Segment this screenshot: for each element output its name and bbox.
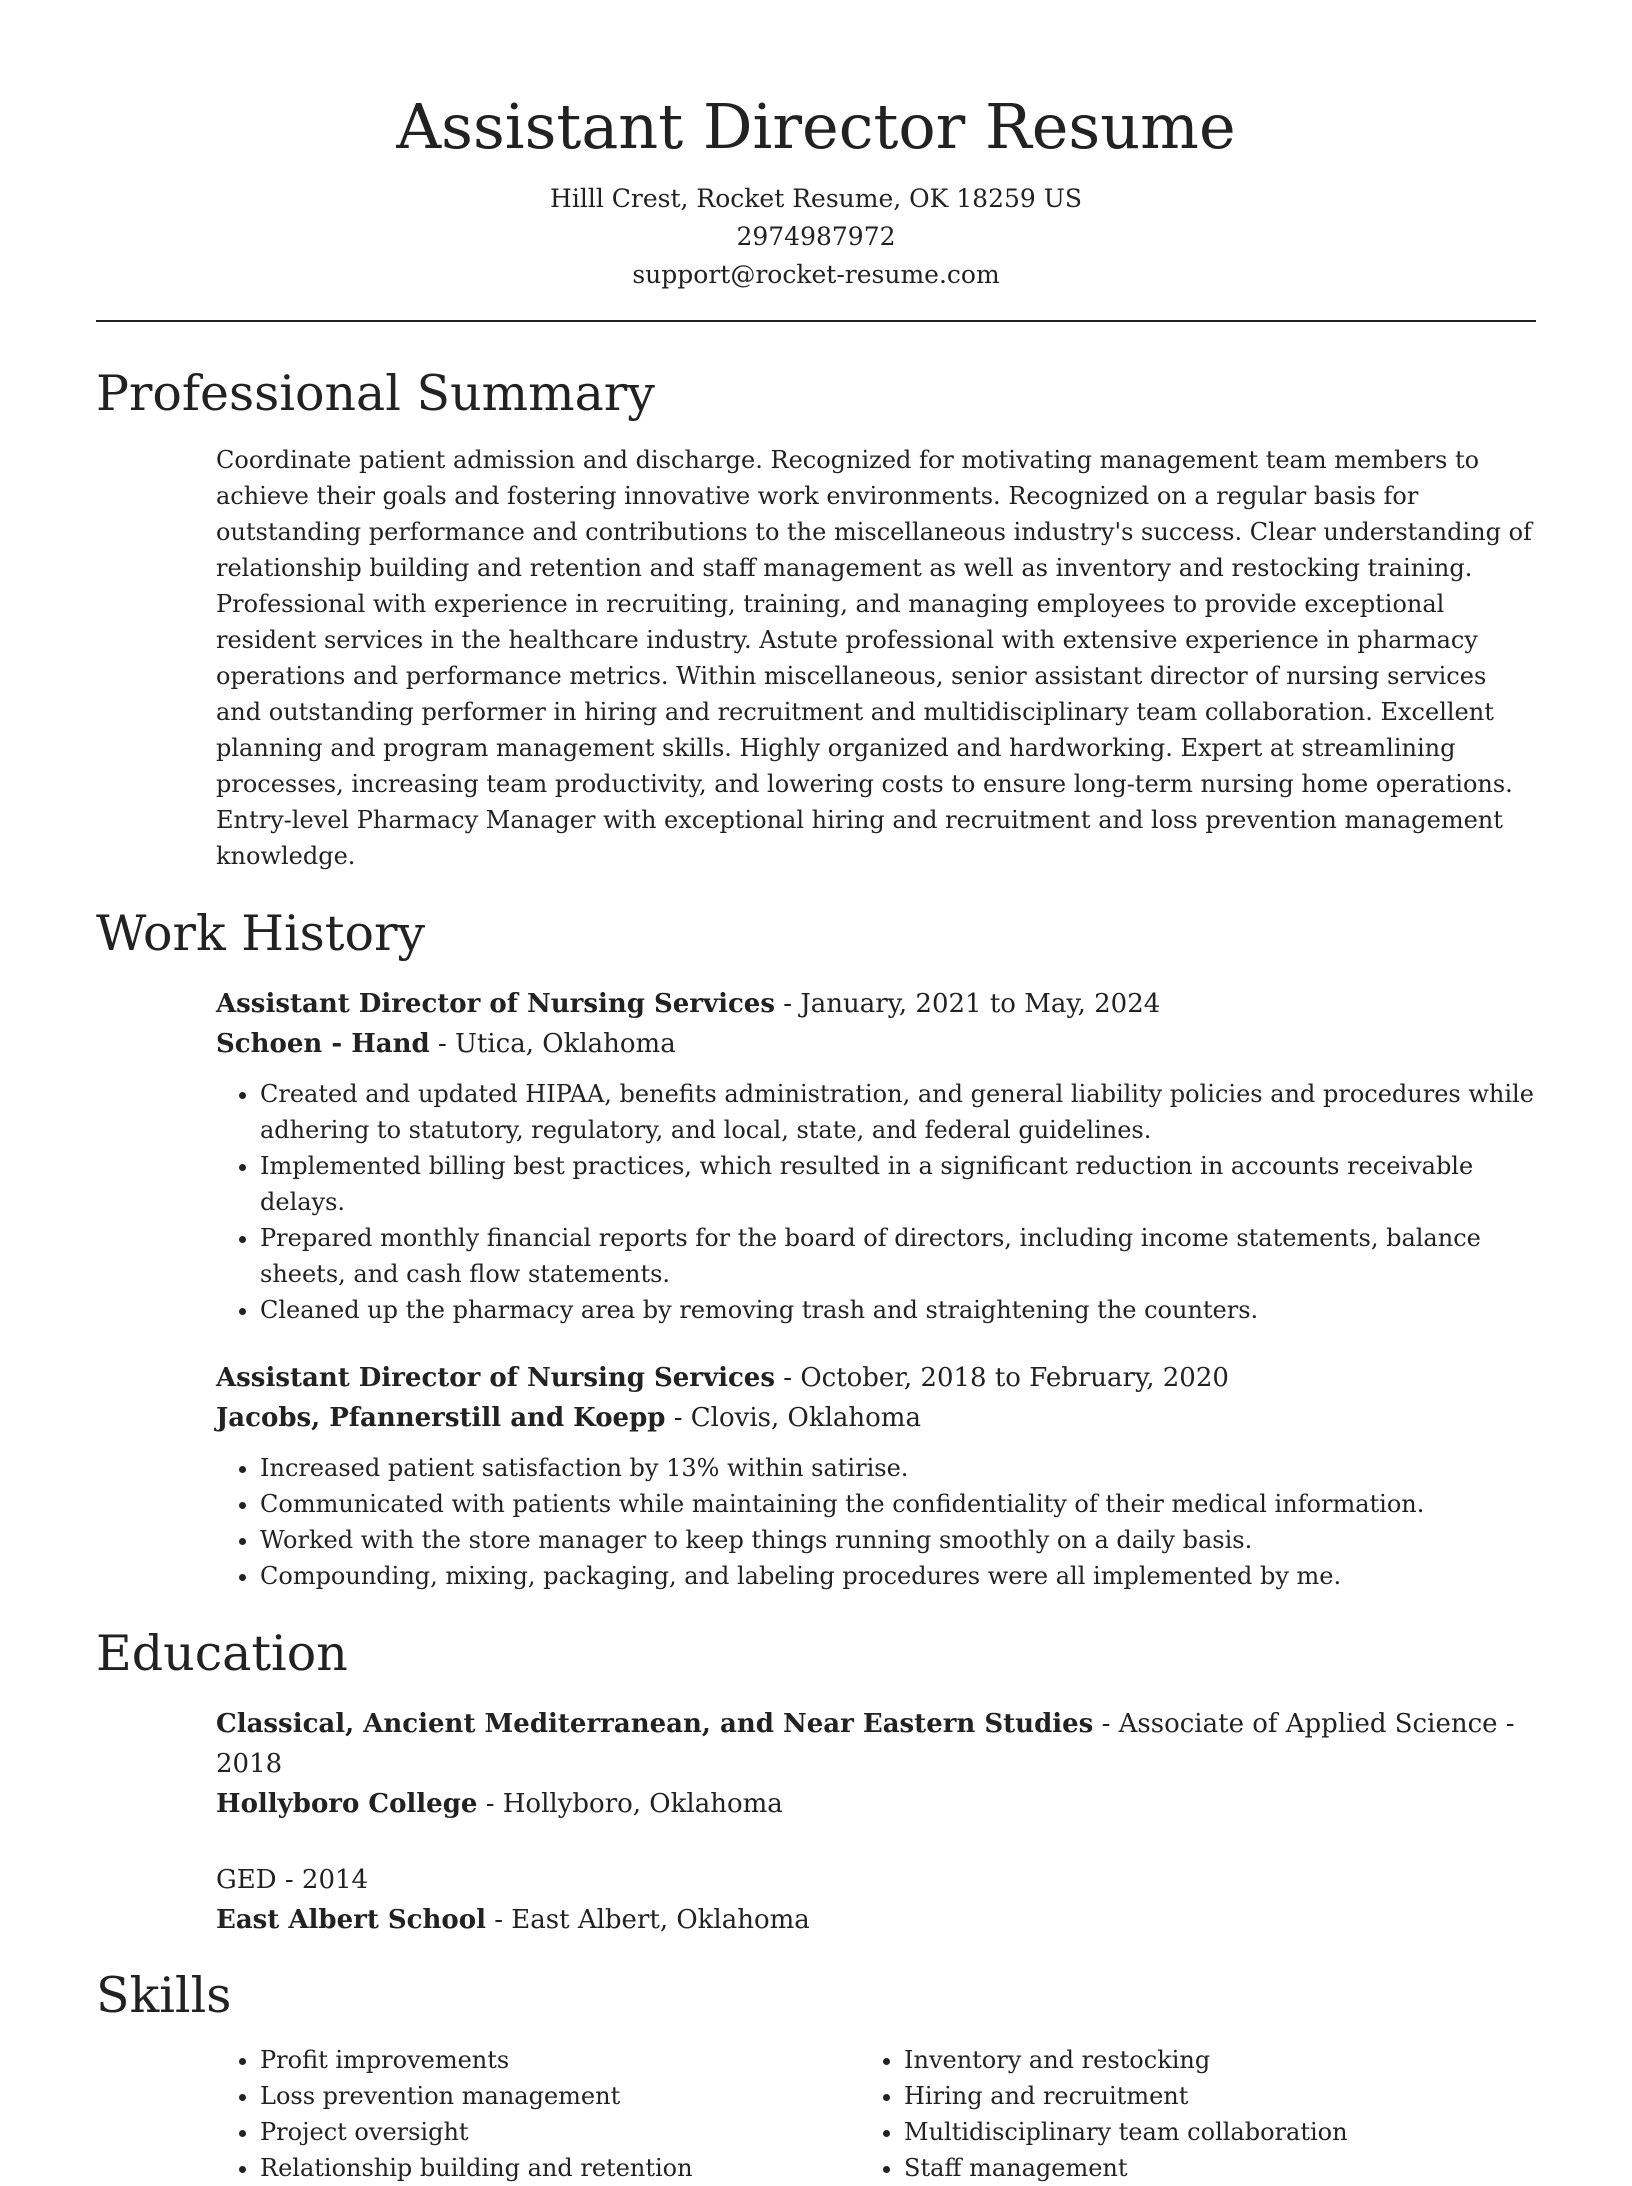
- skills-list-left: [216, 2042, 860, 2186]
- job-entry: [216, 984, 1536, 1328]
- education-detail: - Associate of Applied Science - 2018: [216, 1709, 1515, 1779]
- job-company: Jacobs, Pfannerstill and Koepp: [216, 1403, 666, 1433]
- contact-block: [96, 180, 1536, 294]
- job-bullet: • Implemented billing best practices, which resulted in a significant reduction in accounts receivable delays.: [260, 1148, 1536, 1220]
- job-bullet: • Increased patient satisfaction by 13% within satirise.: [260, 1450, 1536, 1486]
- skill-item: • Project oversight: [260, 2114, 860, 2150]
- job-bullet: • Cleaned up the pharmacy area by removing trash and straightening the counters.: [260, 1292, 1536, 1328]
- education-school: East Albert School: [216, 1905, 486, 1935]
- job-bullets: [216, 1450, 1536, 1594]
- skills-list-right: [860, 2042, 1504, 2186]
- education-degree-line: [216, 1860, 1536, 1900]
- summary-heading: Professional Summary: [96, 365, 655, 422]
- contact-email: support@rocket-resume.com: [632, 260, 1000, 289]
- work-history-section: [216, 984, 1536, 1594]
- job-company: Schoen - Hand: [216, 1029, 430, 1059]
- skill-item: • Profit improvements: [260, 2042, 860, 2078]
- job-entry: [216, 1358, 1536, 1594]
- education-degree-line: [216, 1704, 1536, 1784]
- job-dates: - October, 2018 to February, 2020: [775, 1363, 1229, 1393]
- skill-item: • Loss prevention management: [260, 2078, 860, 2114]
- education-school-line: [216, 1784, 1536, 1824]
- skill-item: • Hiring and recruitment: [904, 2078, 1504, 2114]
- header-divider: [96, 320, 1536, 322]
- contact-address: Hilll Crest, Rocket Resume, OK 18259 US: [550, 184, 1082, 213]
- skill-item: • Relationship building and retention: [260, 2150, 860, 2186]
- resume-header: [96, 0, 1536, 294]
- job-title: Assistant Director of Nursing Services: [216, 989, 775, 1019]
- job-title-line: [216, 1358, 1536, 1398]
- education-heading: Education: [96, 1625, 348, 1682]
- education-location: - Hollyboro, Oklahoma: [477, 1789, 783, 1819]
- skill-item: • Staff management: [904, 2150, 1504, 2186]
- education-section: [216, 1704, 1536, 1940]
- skill-item: • Inventory and restocking: [904, 2042, 1504, 2078]
- education-detail: GED - 2014: [216, 1865, 369, 1895]
- education-location: - East Albert, Oklahoma: [485, 1905, 810, 1935]
- job-title: Assistant Director of Nursing Services: [216, 1363, 775, 1393]
- job-company-line: [216, 1398, 1536, 1438]
- education-school: Hollyboro College: [216, 1789, 478, 1819]
- resume-title: Assistant Director Resume: [396, 90, 1236, 163]
- summary-text: Coordinate patient admission and discharge. Recognized for motivating management team members to achieve their goals and fostering innovative work environments. Recognized on a regular basis for outstanding performance and contributions to the miscellaneous industry's success. Clear understanding of relationship building and retention and staff management as well as inventory and restocking training. Professional with experience in recruiting, training, and managing employees to provide exceptional resident services in the healthcare industry. Astute professional with extensive experience in pharmacy operations and performance metrics. Within miscellaneous, senior assistant director of nursing services and outstanding performer in hiring and recruitment and multidisciplinary team collaboration. Excellent planning and program management skills. Highly organized and hardworking. Expert at streamlining processes, increasing team productivity, and lowering costs to ensure long-term nursing home operations. Entry-level Pharmacy Manager with exceptional hiring and recruitment and loss prevention management knowledge.: [216, 446, 1532, 870]
- job-bullet: • Compounding, mixing, packaging, and labeling procedures were all implemented by me.: [260, 1558, 1536, 1594]
- education-school-line: [216, 1900, 1536, 1940]
- job-location: - Clovis, Oklahoma: [665, 1403, 921, 1433]
- job-bullet: • Prepared monthly financial reports for the board of directors, including income statements, balance sheets, and cash flow statements.: [260, 1220, 1536, 1292]
- job-bullet: • Communicated with patients while maintaining the confidentiality of their medical information.: [260, 1486, 1536, 1522]
- job-bullets: [216, 1076, 1536, 1328]
- job-bullet: • Worked with the store manager to keep things running smoothly on a daily basis.: [260, 1522, 1536, 1558]
- job-company-line: [216, 1024, 1536, 1064]
- education-degree: Classical, Ancient Mediterranean, and Near Eastern Studies: [216, 1709, 1094, 1739]
- skill-item: • Multidisciplinary team collaboration: [904, 2114, 1504, 2150]
- education-entry: [216, 1704, 1536, 1824]
- job-title-line: [216, 984, 1536, 1024]
- contact-phone: 2974987972: [736, 222, 896, 251]
- job-location: - Utica, Oklahoma: [429, 1029, 676, 1059]
- job-bullet: • Created and updated HIPAA, benefits administration, and general liability policies and procedures while adhering to statutory, regulatory, and local, state, and federal guidelines.: [260, 1076, 1536, 1148]
- education-entry: [216, 1860, 1536, 1940]
- skills-section: [216, 2042, 1536, 2186]
- skills-heading: Skills: [96, 1967, 232, 2024]
- job-dates: - January, 2021 to May, 2024: [775, 989, 1161, 1019]
- work-history-heading: Work History: [96, 905, 426, 962]
